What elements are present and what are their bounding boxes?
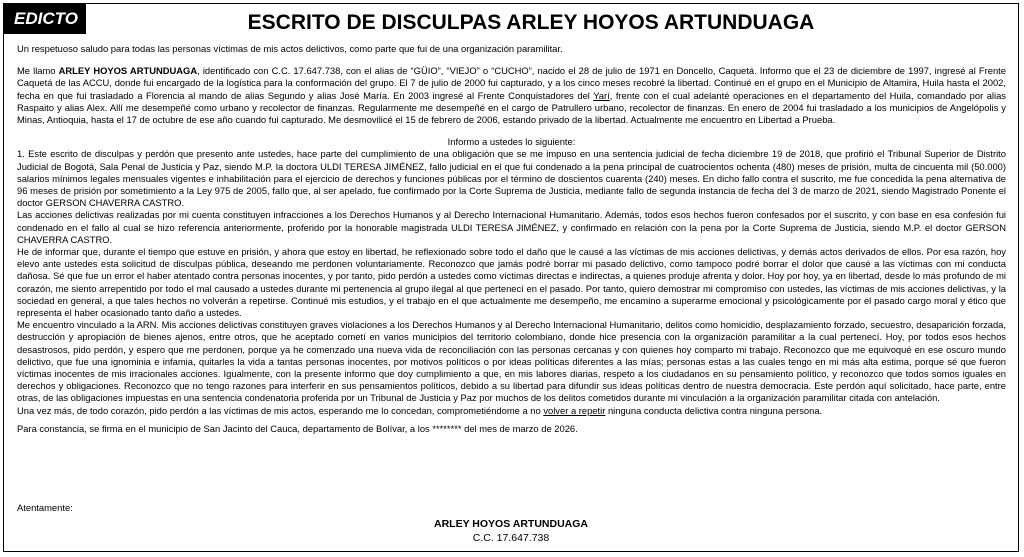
constancia-paragraph: Para constancia, se firma en el municipio de San Jacinto del Cauca, departamento de Bolívar, a los ******** del mes de marzo de 2026. <box>17 422 578 434</box>
document-body <box>17 43 1006 435</box>
signature-id: C.C. 17.647.738 <box>472 532 550 544</box>
intro-paragraph <box>17 65 1006 126</box>
paragraph-2: Las acciones delictivas realizadas por mi cuenta constituyen infracciones a los Derechos Humanos y al Derecho Internacional Humanitario. Además, todos esos hechos fueron confesados por el suscrito, y con base en esa confesión fui condenado en el fallo al cual se hizo referencia anteriormente, proferido por la honorable magistrada ULDI TERESA JIMÉNEZ, y confirmado en relación con la pena por la Corte Suprema de Justicia, siendo M.P. el doctor GERSON CHAVERRA CASTRO. <box>17 209 1006 245</box>
intro-name: ARLEY HOYOS ARTUNDUAGA <box>58 65 198 77</box>
edict-frame <box>3 3 1019 552</box>
edicto-badge: EDICTO <box>4 4 86 34</box>
paragraph-4: Me encuentro vinculado a la ARN. Mis acciones delictivas constituyen graves violaciones a los Derechos Humanos y al Derecho Internacional Humanitario, delitos como homicidio, desplazamiento forzado, secuestro, desaparición forzada, destrucción y apropiación de bienes ajenos, entre otros, que he aceptado cometí en varios municipios del territorio colombiano, donde hice presencia con la organización paramilitar a la cual pertenecí. Hoy, por todos esos hechos desastrosos, pido perdón, y espero que me perdonen, porque ya he comenzado una nueva vida de reconciliación con las personas cercanas y con quienes hoy comparto mi trabajo. Reconozco que me equivoqué en ese oscuro mundo delictivo, que fue una ignominia e infamia, quitarles la vida a tantas personas inocentes, por motivos políticos o por ideas políticas diferentes a las mías; personas estas a las cuales tengo en mi más alta estima, porque sé que fueron víctimas inocentes de mis irracionales acciones. Igualmente, con la presente informo que doy cumplimiento a que, en mis labores diarias, respeto a los ciudadanos en su pensamiento político, y reconozco que todos somos iguales en derechos y obligaciones. Reconozco que no tengo razones para interferir en sus pensamientos políticos, debido a su libertad para difundir sus ideas políticas dentro de nuestra democracia. Este perdón aquí solicitado, hace parte, entre otras, de las obligaciones impuestas en una sentencia condenatoria proferida por un Tribunal de Justicia y Paz por muchos de los delitos cometidos durante mi vinculación a la organización paramilitar citada con antelación. <box>17 319 1006 404</box>
intro-text-2: , frente con el cual adelanté operaciones en el departamento del Huila, comandado por alias Raspaito y alias Alex. Allí me desempeñé como urbano y recolector de finanzas. Regularmente me desempeñé en el cargo de Patrullero urbano, recolector de finanzas. En enero de 2004 fui trasladado a los municipios de Angelópolis y Minas, Antioquia, hasta el 17 de octubre de ese año cuando fui capturado. Me desmovilicé el 15 de febrero de 2006, estando privado de la libertad. Actualmente me encuentro en Libertad a Prueba. <box>17 89 1006 126</box>
closing-text-1: Una vez más, de todo corazón, pido perdón a las víctimas de mis actos, esperando me lo concedan, comprometiéndome a no <box>17 404 544 416</box>
paragraph-3: He de informar que, durante el tiempo que estuve en prisión, y ahora que estoy en libertad, he reflexionado sobre todo el daño que le causé a las víctimas de mis acciones delictivas, y demás actos derivados de ellos. Por esa razón, hoy elevo ante ustedes esta solicitud de disculpas pública, deseando me perdonen voluntariamente. Reconozco que jamás podré borrar mi pasado delictivo, como tampoco podré borrar el dolor que causé a las víctimas con mi conducta dañosa. Sé que fue un error el haber atentado contra personas inocentes, y por tanto, pido perdón a ustedes como víctimas directas e indirectas, a quienes produje afrenta y dolor. Hoy por hoy, ya en libertad, desde lo más profundo de mi corazón, me siento arrepentido por todo el mal causado a ustedes durante mi pertenencia al grupo ilegal al que pertenecí en el pasado. Por tanto, quiero demostrar mi compromiso con ustedes, las víctimas de mis acciones delictivas, y la sociedad en general, a que tales hechos no volverán a repetirse. Continué mis estudios, y el trabajo en el que actualmente me desempeño, me encamino a superarme emocional y psicológicamente por el pasado cargo moral y ético que representa el haber ocasionado tanto daño a ustedes. <box>17 246 1006 319</box>
informo-heading: Informo a ustedes lo siguiente: <box>447 136 576 148</box>
greeting-paragraph: Un respetuoso saludo para todas las personas víctimas de mis actos delictivos, como parte que fui de una organización paramilitar. <box>17 43 563 54</box>
atentamente-label: Atentamente: <box>17 502 73 513</box>
intro-lead: Me llamo <box>17 65 59 77</box>
signature-name: ARLEY HOYOS ARTUNDUAGA <box>433 518 588 530</box>
intro-yari: Yarí <box>593 89 610 101</box>
intro-text-1: , identificado con C.C. 17.647.738, con el alias de “GÜIO”, “VIEJO” o “CUCHO”, nacido el 28 de julio de 1971 en Doncello, Caquetá. Informo que el 23 de diciembre de 1997, ingresé al Frente Caquetá de las ACCU, donde fui encargado de la logística para la conformación del grupo. El 7 de julio de 2000 fui capturado, y a los cinco meses recobré la libertad. Continué en el grupo en el Municipio de Altamira, Huila hasta el 2002, fecha en que fui trasladado a Florencia al mando de alias Segundo y alias José María. En 2003 ingresé al Frente Conquistadores del <box>17 65 1006 101</box>
page-title: ESCRITO DE DISCULPAS ARLEY HOYOS ARTUNDUAGA <box>247 11 815 34</box>
paragraph-1: 1. Este escrito de disculpas y perdón que presento ante ustedes, hace parte del cumplimiento de una obligación que se me impuso en una sentencia judicial de fecha diciembre 19 de 2018, que profirió el Tribunal Superior de Distrito Judicial de Bogotá, Sala Penal de Justicia y Paz, siendo M.P. la doctora ULDI TERESA JIMÉNEZ, fallo judicial en el que fui condenado a la pena principal de cuatrocientos ochenta (480) meses de prisión, multa de cincuenta mil (50.000) salarios mínimos legales mensuales vigentes e inhabilitación para el ejercicio de derechos y funciones públicas por el término de doscientos cuarenta (240) meses. En dicho fallo contra el suscrito, me fue concedida la pena alternativa de 96 meses de prisión por sometimiento a la Ley 975 de 2005, fallo que, al ser apelado, fue confirmado por la Corte Suprema de Justicia, mediante fallo de segunda instancia de fecha del 3 de marzo de 2021, siendo Magistrado Ponente el doctor GERSON CHAVERRA CASTRO. <box>17 148 1006 209</box>
closing-text-2: ninguna conducta delictiva contra ninguna persona. <box>605 404 823 416</box>
closing-paragraph <box>17 405 1006 417</box>
closing-underlined: volver a repetir <box>543 404 606 416</box>
signature-block <box>4 517 1018 545</box>
